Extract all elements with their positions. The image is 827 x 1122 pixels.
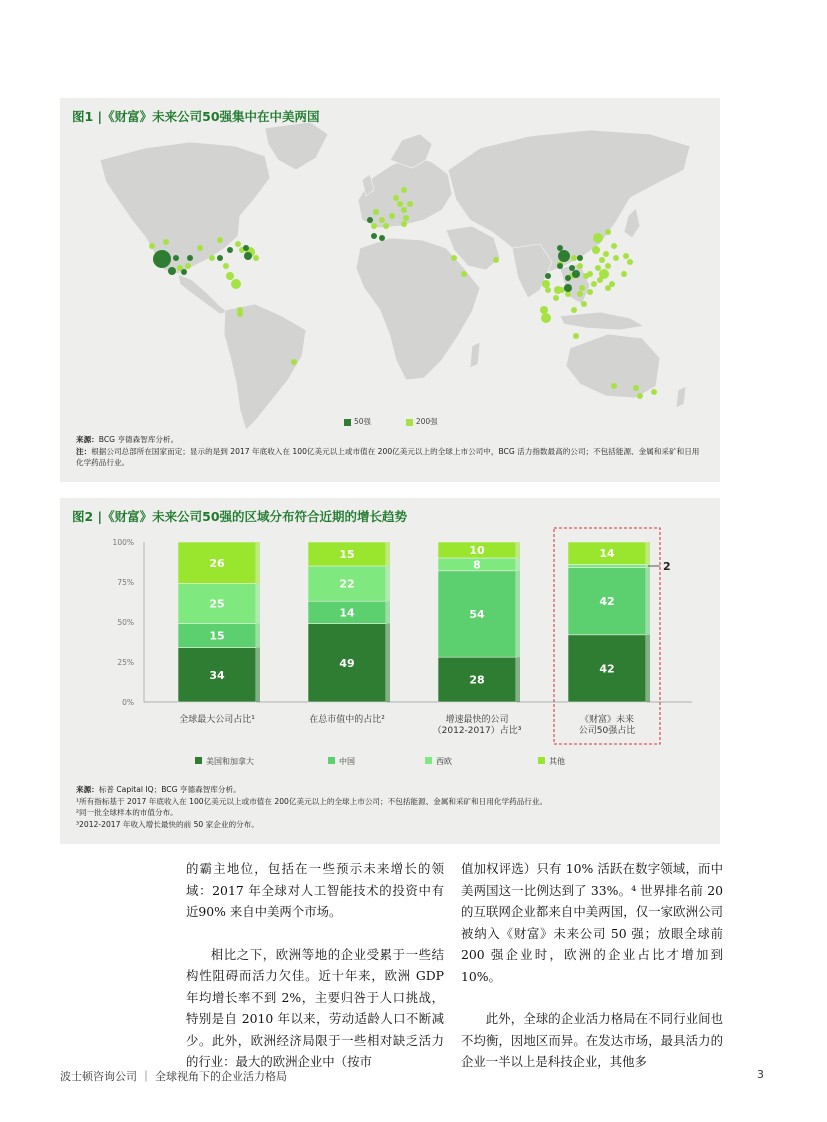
legend-label-200: 200强 [415, 417, 438, 426]
world-map [60, 98, 720, 438]
bar-segment-shadow [646, 568, 650, 635]
category-label: 公司50强占比 [578, 726, 636, 736]
figure-1-panel [60, 98, 720, 482]
legend-label: 其他 [549, 757, 565, 766]
y-tick-label: 50% [117, 618, 134, 627]
legend-swatch [538, 757, 545, 764]
col1-paragraph-1: 的霸主地位，包括在一些预示未来增长的领域：2017 年全球对人工智能技术的投资中有近90% 来自中美两个市场。 [186, 861, 444, 919]
legend-label: 美国和加拿大 [206, 757, 254, 766]
col2-paragraph-1: 值加权评选）只有 10% 活跃在数字领域，而中美两国这一比例达到了 33%。⁴ 世界排名前 20 的互联网企业都来自中美两国，仅一家欧洲公司被纳入《财富》未来公司 50 强；放眼全球前 200 强企业时，欧洲的企业占比才增加到 10%。 [461, 861, 723, 984]
body-column-1 [186, 858, 444, 1073]
legend-swatch [328, 757, 335, 764]
note-text: 根据公司总部所在国家而定；显示的是到 2017 年底收入在 100亿美元以上或市值在 200亿美元以上的全球上市公司中，BCG 活力指数最高的公司；不包括能源、金属和采矿和日用化学药品行业。 [76, 446, 700, 467]
callout-label: 2 [663, 560, 671, 573]
legend-label: 中国 [339, 757, 355, 766]
fig2-note-2: ²同一批全球样本的市值分布。 [76, 808, 178, 817]
fig1-notes [76, 434, 706, 469]
bar-segment-shadow [256, 648, 260, 702]
category-label: 全球最大公司占比¹ [179, 715, 255, 725]
category-label: 增速最快的公司 [445, 715, 509, 725]
bar-value-label: 42 [599, 662, 615, 676]
y-tick-label: 25% [117, 658, 134, 667]
legend-swatch [195, 757, 202, 764]
stacked-bar-chart [60, 498, 720, 778]
category-label: （2012-2017）占比³ [432, 726, 522, 736]
source-text: BCG 亨德森智库分析。 [98, 435, 179, 444]
bar-segment-shadow [256, 624, 260, 648]
fig2-note-3: ³2012-2017 年收入增长最快的前 50 家企业的分布。 [76, 819, 259, 829]
bar-value-label: 28 [469, 673, 485, 687]
bar-segment-shadow [386, 624, 390, 702]
bar-segment-shadow [516, 571, 520, 657]
legend-label-50: 50强 [354, 417, 372, 426]
figure-1-title: 图1 |《财富》未来公司50强集中在中美两国 [72, 109, 320, 124]
bar-segment-shadow [256, 584, 260, 624]
bar-value-label: 25 [209, 597, 225, 611]
fig2-note-1: ¹所有指标基于 2017 年底收入在 100亿美元以上或市值在 200亿美元以上的全球上市公司；不包括能源、金属和采矿和日用化学药品行业。 [76, 796, 548, 806]
bar-segment [568, 564, 646, 567]
bar-value-label: 49 [339, 656, 355, 670]
bar-value-label: 34 [209, 668, 225, 682]
y-tick-label: 0% [122, 698, 134, 707]
body-column-2 [461, 858, 723, 1073]
fig2-notes [76, 784, 706, 830]
y-tick-label: 100% [112, 538, 134, 547]
bar-value-label: 14 [599, 547, 615, 561]
bar-segment-shadow [386, 566, 390, 601]
legend-swatch [425, 757, 432, 764]
bar-value-label: 15 [209, 629, 225, 643]
bar-value-label: 8 [473, 558, 481, 572]
source-label: 来源： [76, 435, 99, 444]
col1-paragraph-2: 相比之下，欧洲等地的企业受累于一些结构性阻碍而活力欠佳。近十年来，欧洲 GDP 年均增长率不到 2%，主要归咎于人口挑战，特别是自 2010 年以来，劳动适龄人口不断减少。此外，欧洲经济局限于一些相对缺乏活力的行业：最大的欧洲企业中（按市 [186, 946, 444, 1069]
bar-segment-shadow [516, 542, 520, 558]
y-tick-label: 75% [117, 578, 134, 587]
bar-segment-shadow [646, 542, 650, 564]
bar-segment-shadow [516, 657, 520, 702]
bar-segment-shadow [646, 635, 650, 702]
fig1-legend [344, 416, 438, 427]
bar-value-label: 15 [339, 548, 355, 561]
bar-value-label: 26 [209, 556, 225, 570]
note-label: 注： [76, 446, 92, 456]
figure-2-title: 图2 |《财富》未来公司50强的区域分布符合近期的增长趋势 [72, 509, 408, 524]
legend-swatch-50 [344, 419, 351, 426]
col2-paragraph-2: 此外，全球的企业活力格局在不同行业间也不均衡，因地区而异。在发达市场，最具活力的企业一半以上是科技企业，其他多 [461, 1011, 723, 1069]
fig2-source-text: 标普 Capital IQ；BCG 亨德森智库分析。 [98, 785, 241, 794]
legend-swatch-200 [406, 419, 413, 426]
bar-value-label: 22 [339, 577, 355, 591]
footer-text: 波士顿咨询公司 ｜ 全球视角下的企业活力格局 [60, 1070, 287, 1083]
figure-2-panel [60, 498, 720, 844]
bar-segment-shadow [516, 558, 520, 571]
bar-value-label: 42 [599, 595, 615, 609]
page-number: 3 [757, 1068, 764, 1081]
category-label: 《财富》未来 [579, 715, 635, 725]
category-label: 在总市值中的占比² [309, 715, 385, 725]
bar-value-label: 14 [339, 606, 355, 620]
bar-value-label: 10 [469, 544, 485, 557]
bar-value-label: 54 [469, 608, 485, 621]
legend-label: 西欧 [436, 757, 452, 766]
bar-segment-shadow [386, 601, 390, 623]
bar-segment-shadow [256, 542, 260, 584]
fig2-source-label: 来源： [76, 785, 99, 794]
bar-segment-shadow [386, 542, 390, 566]
